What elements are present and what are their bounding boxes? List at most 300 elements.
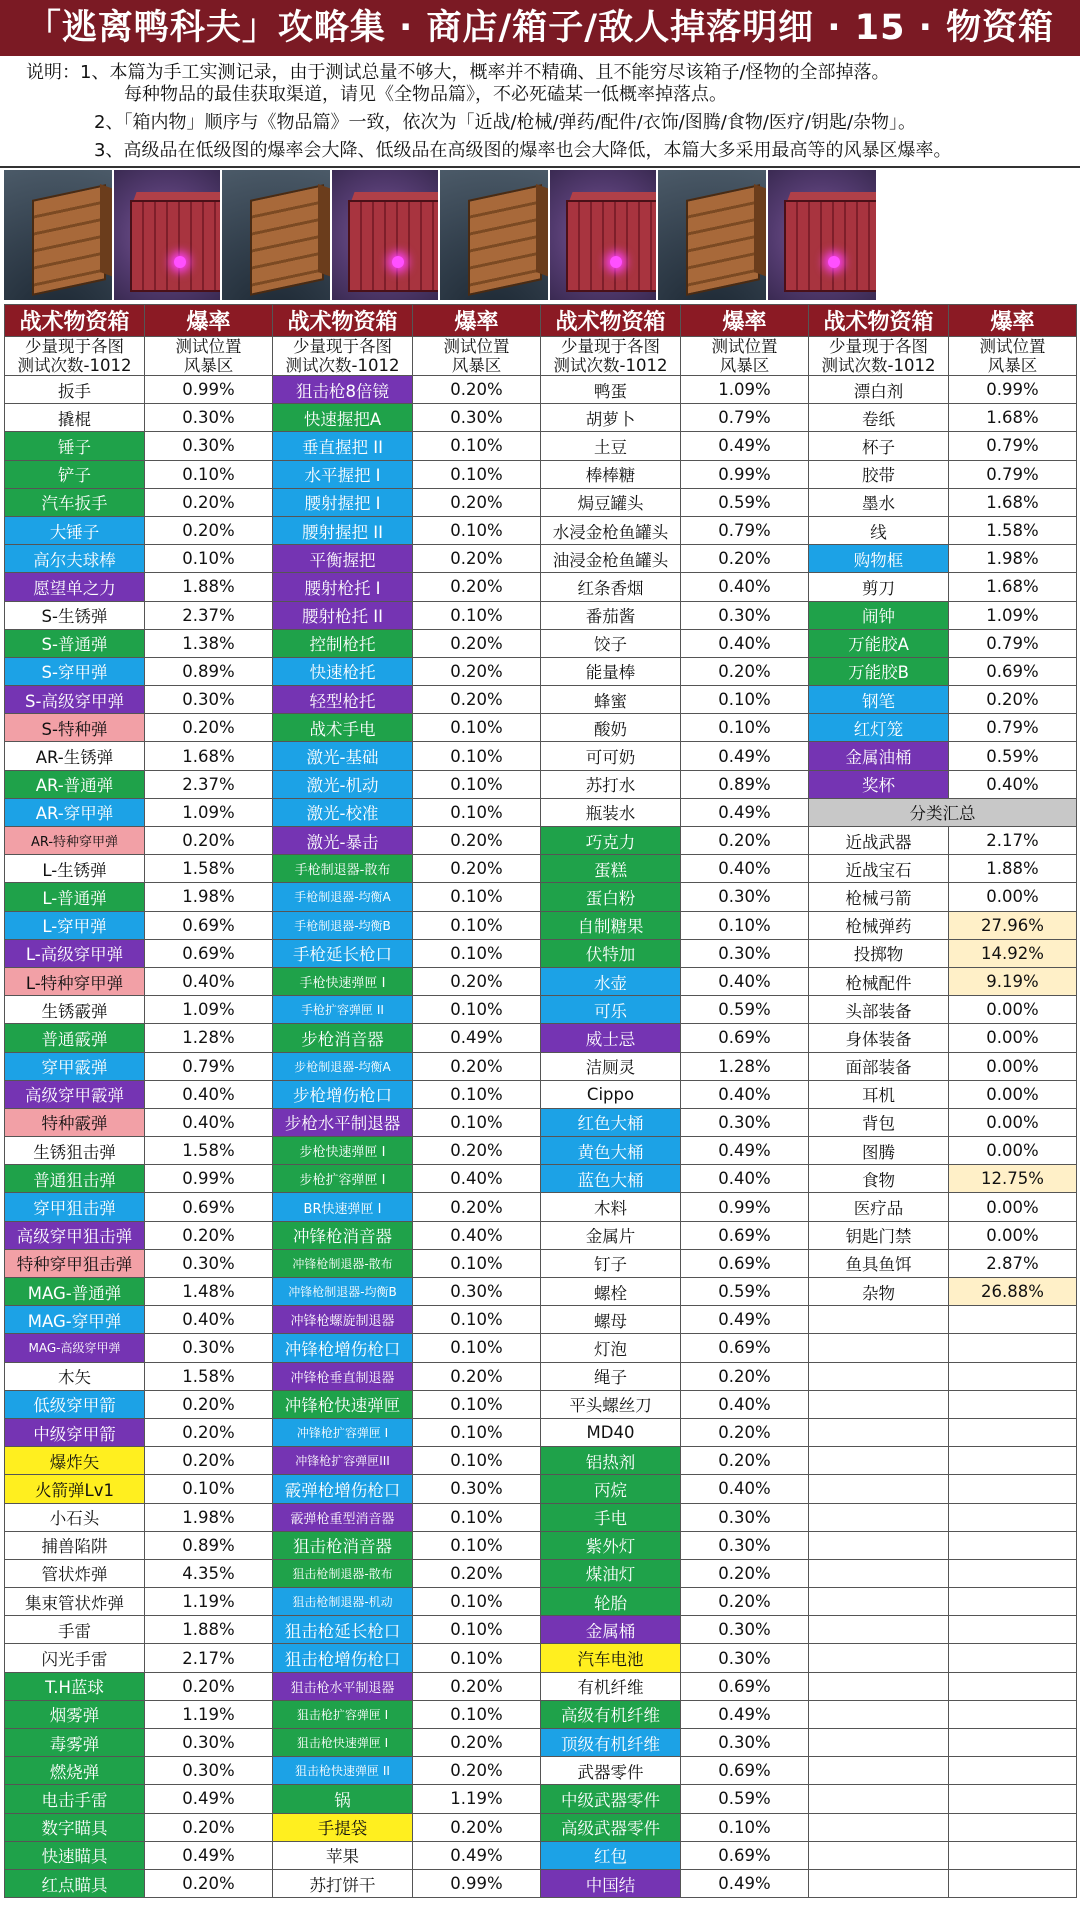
empty-cell xyxy=(809,1841,949,1869)
drop-rate: 26.88% xyxy=(949,1278,1077,1306)
empty-cell xyxy=(809,1588,949,1616)
empty-cell xyxy=(809,1616,949,1644)
column-header-item: 战术物资箱 xyxy=(809,305,949,337)
drop-rate: 0.99% xyxy=(413,1869,541,1897)
item-name: 狙击枪快速弹匣 II xyxy=(273,1757,413,1785)
item-name: AR-生锈弹 xyxy=(5,742,145,770)
subheader-location-label: 测试位置 xyxy=(443,337,510,356)
subheader-test-count: 测试次数-1012 xyxy=(821,356,936,375)
table-row xyxy=(5,1644,1077,1672)
drop-rate: 2.17% xyxy=(949,827,1077,855)
drop-rate: 0.10% xyxy=(681,1813,809,1841)
table-row xyxy=(5,1278,1077,1306)
drop-rate: 0.49% xyxy=(681,742,809,770)
item-name: 手枪制退器-均衡B xyxy=(273,911,413,939)
drop-rate: 0.20% xyxy=(413,1559,541,1587)
item-name: 枪械弓箭 xyxy=(809,883,949,911)
drop-rate: 4.35% xyxy=(145,1559,273,1587)
drop-rate: 0.20% xyxy=(413,629,541,657)
empty-cell xyxy=(949,1559,1077,1587)
drop-rate: 0.00% xyxy=(949,1108,1077,1136)
empty-cell xyxy=(809,1559,949,1587)
item-name: 电击手雷 xyxy=(5,1785,145,1813)
item-name: AR-特种穿甲弹 xyxy=(5,827,145,855)
drop-rate: 0.79% xyxy=(949,432,1077,460)
table-row xyxy=(5,686,1077,714)
item-name: 垂直握把 II xyxy=(273,432,413,460)
drop-rate: 0.10% xyxy=(413,1080,541,1108)
item-name: MAG-高级穿甲弹 xyxy=(5,1334,145,1362)
item-name: 冲锋枪垂直制退器 xyxy=(273,1362,413,1390)
item-name: 高级穿甲狙击弹 xyxy=(5,1221,145,1249)
drop-rate: 0.00% xyxy=(949,1080,1077,1108)
item-name: 红灯笼 xyxy=(809,714,949,742)
item-name: 苹果 xyxy=(273,1841,413,1869)
item-name: 中级武器零件 xyxy=(541,1785,681,1813)
item-name: 黄色大桶 xyxy=(541,1137,681,1165)
item-name: 蛋白粉 xyxy=(541,883,681,911)
item-name: 顶级有机纤维 xyxy=(541,1729,681,1757)
item-name: 大锤子 xyxy=(5,516,145,544)
drop-rate: 0.69% xyxy=(681,1334,809,1362)
column-header-item: 战术物资箱 xyxy=(541,305,681,337)
item-name: 扳手 xyxy=(5,376,145,404)
drop-rate: 0.40% xyxy=(145,967,273,995)
item-name: 杂物 xyxy=(809,1278,949,1306)
note-line-2: 每种物品的最佳获取渠道，请见《全物品篇》，不必死磕某一低概率掉落点。 xyxy=(124,84,727,105)
drop-rate: 2.87% xyxy=(949,1249,1077,1277)
drop-rate: 0.30% xyxy=(145,1334,273,1362)
drop-rate: 0.10% xyxy=(413,996,541,1024)
drop-rate: 1.68% xyxy=(949,404,1077,432)
drop-rate: 0.20% xyxy=(145,1447,273,1475)
empty-cell xyxy=(949,1757,1077,1785)
table-row xyxy=(5,911,1077,939)
item-name: 番茄酱 xyxy=(541,601,681,629)
note-line-1: 说明：1、本篇为手工实测记录，由于测试总量不够大，概率并不精确、且不能穷尽该箱子/怪物的全部掉落。 xyxy=(26,62,890,83)
item-name: 红点瞄具 xyxy=(5,1869,145,1897)
empty-cell xyxy=(949,1362,1077,1390)
drop-rate: 1.98% xyxy=(145,1503,273,1531)
item-name: 高尔夫球棒 xyxy=(5,545,145,573)
drop-rate: 0.10% xyxy=(681,714,809,742)
drop-rate: 0.30% xyxy=(681,601,809,629)
item-name: 霰弹枪增伤枪口 xyxy=(273,1475,413,1503)
drop-rate: 1.58% xyxy=(145,1137,273,1165)
item-name: 苏打水 xyxy=(541,770,681,798)
drop-rate: 0.00% xyxy=(949,1024,1077,1052)
drop-rate: 0.10% xyxy=(681,911,809,939)
drop-rate: 0.00% xyxy=(949,1052,1077,1080)
item-name: 蜂蜜 xyxy=(541,686,681,714)
drop-rate: 0.59% xyxy=(681,996,809,1024)
empty-cell xyxy=(809,1503,949,1531)
item-name: 集束管状炸弹 xyxy=(5,1588,145,1616)
subheader-location: 风暴区 xyxy=(183,356,234,375)
empty-cell xyxy=(949,1334,1077,1362)
item-name: MAG-普通弹 xyxy=(5,1278,145,1306)
item-name: 木矢 xyxy=(5,1362,145,1390)
item-name: 汽车扳手 xyxy=(5,488,145,516)
table-row xyxy=(5,798,1077,826)
table-row xyxy=(5,770,1077,798)
drop-rate: 0.20% xyxy=(145,1390,273,1418)
drop-rate: 0.99% xyxy=(145,1165,273,1193)
item-name: 高级武器零件 xyxy=(541,1813,681,1841)
item-name: 撬棍 xyxy=(5,404,145,432)
drop-rate: 12.75% xyxy=(949,1165,1077,1193)
table-row xyxy=(5,1137,1077,1165)
item-name: 漂白剂 xyxy=(809,376,949,404)
empty-cell xyxy=(949,1390,1077,1418)
drop-rate: 1.98% xyxy=(145,883,273,911)
table-row xyxy=(5,1813,1077,1841)
item-name: 愿望单之力 xyxy=(5,573,145,601)
drop-rate: 0.00% xyxy=(949,1193,1077,1221)
drop-rate: 0.49% xyxy=(681,1137,809,1165)
item-name: 伏特加 xyxy=(541,939,681,967)
item-name: 数字瞄具 xyxy=(5,1813,145,1841)
item-name: 投掷物 xyxy=(809,939,949,967)
drop-rate: 0.40% xyxy=(681,1165,809,1193)
item-name: 激光-机动 xyxy=(273,770,413,798)
table-row xyxy=(5,1475,1077,1503)
column-header-rate: 爆率 xyxy=(681,305,809,337)
drop-rate: 0.30% xyxy=(145,1757,273,1785)
item-name: 烟雾弹 xyxy=(5,1700,145,1728)
column-header-item: 战术物资箱 xyxy=(273,305,413,337)
table-row xyxy=(5,1193,1077,1221)
drop-rate: 0.49% xyxy=(681,1700,809,1728)
item-name: 手雷 xyxy=(5,1616,145,1644)
drop-rate: 1.09% xyxy=(681,376,809,404)
drop-rate: 0.10% xyxy=(413,1531,541,1559)
drop-rate: 0.00% xyxy=(949,1137,1077,1165)
item-name: 购物框 xyxy=(809,545,949,573)
drop-rate: 0.10% xyxy=(413,1108,541,1136)
item-name: 毒雾弹 xyxy=(5,1729,145,1757)
item-name: L-特种穿甲弹 xyxy=(5,967,145,995)
empty-cell xyxy=(809,1672,949,1700)
supply-box-image xyxy=(550,170,656,300)
item-name: 威士忌 xyxy=(541,1024,681,1052)
empty-cell xyxy=(949,1588,1077,1616)
item-name: 可可奶 xyxy=(541,742,681,770)
table-row xyxy=(5,1869,1077,1897)
item-name: 穿甲狙击弹 xyxy=(5,1193,145,1221)
empty-cell xyxy=(809,1362,949,1390)
drop-rate: 0.20% xyxy=(145,1813,273,1841)
item-name: 耳机 xyxy=(809,1080,949,1108)
empty-cell xyxy=(809,1306,949,1334)
drop-rate: 0.00% xyxy=(949,883,1077,911)
subheader-location: 风暴区 xyxy=(987,356,1038,375)
item-name: 巧克力 xyxy=(541,827,681,855)
item-name: 水平握把 I xyxy=(273,460,413,488)
table-row xyxy=(5,1672,1077,1700)
empty-cell xyxy=(949,1869,1077,1897)
drop-rate: 0.20% xyxy=(413,573,541,601)
drop-rate: 0.10% xyxy=(413,516,541,544)
table-row xyxy=(5,488,1077,516)
drop-rate: 0.30% xyxy=(681,939,809,967)
subheader-item xyxy=(809,337,949,376)
drop-rate: 0.30% xyxy=(145,1249,273,1277)
item-name: 万能胶B xyxy=(809,657,949,685)
drop-rate: 0.20% xyxy=(413,1672,541,1700)
empty-cell xyxy=(949,1531,1077,1559)
drop-rate: 0.89% xyxy=(145,657,273,685)
item-name: 特种穿甲狙击弹 xyxy=(5,1249,145,1277)
item-name: 绳子 xyxy=(541,1362,681,1390)
drop-rate: 0.79% xyxy=(949,629,1077,657)
table-row xyxy=(5,1418,1077,1446)
item-name: 鸭蛋 xyxy=(541,376,681,404)
drop-rate: 1.68% xyxy=(949,573,1077,601)
drop-rate: 0.69% xyxy=(681,1221,809,1249)
drop-rate: 0.79% xyxy=(145,1052,273,1080)
empty-cell xyxy=(949,1616,1077,1644)
item-name: L-穿甲弹 xyxy=(5,911,145,939)
drop-rate: 0.69% xyxy=(681,1249,809,1277)
drop-rate: 0.10% xyxy=(413,601,541,629)
drop-rate: 0.40% xyxy=(949,770,1077,798)
drop-rate: 0.79% xyxy=(681,404,809,432)
table-row xyxy=(5,1700,1077,1728)
item-name: S-穿甲弹 xyxy=(5,657,145,685)
drop-rate: 0.30% xyxy=(681,1503,809,1531)
item-name: 手枪扩容弹匣 II xyxy=(273,996,413,1024)
table-row xyxy=(5,1447,1077,1475)
item-name: 燃烧弹 xyxy=(5,1757,145,1785)
item-name: 冲锋枪制退器-散布 xyxy=(273,1249,413,1277)
drop-rate: 0.40% xyxy=(681,967,809,995)
drop-rate: 0.40% xyxy=(681,573,809,601)
drop-rate: 1.48% xyxy=(145,1278,273,1306)
empty-cell xyxy=(809,1418,949,1446)
drop-rate: 0.69% xyxy=(681,1757,809,1785)
drop-rate: 0.99% xyxy=(681,1193,809,1221)
table-row xyxy=(5,601,1077,629)
page-title: 「逃离鸭科夫」攻略集 · 商店/箱子/敌人掉落明细 · 15 · 物资箱 xyxy=(0,0,1080,56)
drop-rate: 0.49% xyxy=(413,1024,541,1052)
item-name: 背包 xyxy=(809,1108,949,1136)
item-name: 狙击枪延长枪口 xyxy=(273,1616,413,1644)
crate-image xyxy=(4,170,112,300)
item-name: 冲锋枪增伤枪口 xyxy=(273,1334,413,1362)
drop-rate: 0.10% xyxy=(413,1249,541,1277)
empty-cell xyxy=(949,1841,1077,1869)
drop-rate: 0.30% xyxy=(681,883,809,911)
item-name: 丙烷 xyxy=(541,1475,681,1503)
empty-cell xyxy=(949,1306,1077,1334)
item-name: 狙击枪扩容弹匣 I xyxy=(273,1700,413,1728)
drop-rate: 0.10% xyxy=(413,1390,541,1418)
drop-rate: 0.20% xyxy=(949,686,1077,714)
item-name: 面部装备 xyxy=(809,1052,949,1080)
drop-rate: 1.98% xyxy=(949,545,1077,573)
drop-rate: 0.30% xyxy=(681,1729,809,1757)
drop-rate: 0.20% xyxy=(145,714,273,742)
item-name: 钥匙门禁 xyxy=(809,1221,949,1249)
table-row xyxy=(5,1024,1077,1052)
drop-rate: 0.10% xyxy=(413,883,541,911)
drop-rate: 0.20% xyxy=(681,1559,809,1587)
item-name: 手枪快速弹匣 I xyxy=(273,967,413,995)
item-name: AR-普通弹 xyxy=(5,770,145,798)
drop-rate: 0.69% xyxy=(681,1672,809,1700)
item-name: 红条香烟 xyxy=(541,573,681,601)
notes-section xyxy=(0,56,1080,168)
drop-rate: 0.10% xyxy=(413,1588,541,1616)
drop-rate: 0.49% xyxy=(145,1841,273,1869)
empty-cell xyxy=(949,1785,1077,1813)
item-name: 螺栓 xyxy=(541,1278,681,1306)
item-name: 步枪扩容弹匣 I xyxy=(273,1165,413,1193)
drop-rate: 0.20% xyxy=(413,376,541,404)
item-name: 焗豆罐头 xyxy=(541,488,681,516)
drop-rate: 0.20% xyxy=(681,545,809,573)
item-name: 棒棒糖 xyxy=(541,460,681,488)
subheader-item xyxy=(5,337,145,376)
item-name: 饺子 xyxy=(541,629,681,657)
drop-rate: 0.10% xyxy=(413,742,541,770)
drop-rate: 1.28% xyxy=(145,1024,273,1052)
item-name: 金属片 xyxy=(541,1221,681,1249)
table-row xyxy=(5,1052,1077,1080)
table-row xyxy=(5,404,1077,432)
item-name: 步枪快速弹匣 I xyxy=(273,1137,413,1165)
drop-rate: 0.20% xyxy=(413,686,541,714)
drop-rate: 0.10% xyxy=(413,714,541,742)
item-name: 狙击枪增伤枪口 xyxy=(273,1644,413,1672)
item-name: 头部装备 xyxy=(809,996,949,1024)
drop-rate: 0.10% xyxy=(681,686,809,714)
table-row xyxy=(5,1165,1077,1193)
drop-rate: 0.20% xyxy=(413,488,541,516)
item-name: 激光-校准 xyxy=(273,798,413,826)
drop-rate: 0.40% xyxy=(145,1306,273,1334)
item-name: 苏打饼干 xyxy=(273,1869,413,1897)
drop-rate: 0.20% xyxy=(413,1137,541,1165)
drop-rate: 0.20% xyxy=(413,1362,541,1390)
drop-rate: 0.40% xyxy=(413,1221,541,1249)
drop-rate: 0.99% xyxy=(949,376,1077,404)
drop-rate: 0.10% xyxy=(413,432,541,460)
item-name: 紫外灯 xyxy=(541,1531,681,1559)
drop-rate: 0.10% xyxy=(413,798,541,826)
table-row xyxy=(5,939,1077,967)
item-name: 能量棒 xyxy=(541,657,681,685)
drop-rate: 0.30% xyxy=(681,1531,809,1559)
item-name: 狙击枪水平制退器 xyxy=(273,1672,413,1700)
item-name: 闹钟 xyxy=(809,601,949,629)
item-name: 钢笔 xyxy=(809,686,949,714)
drop-rate: 1.88% xyxy=(145,1616,273,1644)
empty-cell xyxy=(809,1334,949,1362)
column-header-rate: 爆率 xyxy=(413,305,541,337)
table-row xyxy=(5,545,1077,573)
table-row xyxy=(5,376,1077,404)
subheader-location: 风暴区 xyxy=(719,356,770,375)
table-row xyxy=(5,967,1077,995)
item-name: 手提袋 xyxy=(273,1813,413,1841)
note-line-3: 2、「箱内物」顺序与《物品篇》一致，依次为「近战/枪械/弹药/配件/衣饰/图腾/食物/医疗/钥匙/杂物」。 xyxy=(94,112,917,133)
drop-rate: 0.79% xyxy=(681,516,809,544)
item-name: 自制糖果 xyxy=(541,911,681,939)
item-name: 水壶 xyxy=(541,967,681,995)
item-name: 狙击枪制退器-散布 xyxy=(273,1559,413,1587)
drop-rate: 0.40% xyxy=(145,1080,273,1108)
drop-rate: 0.10% xyxy=(413,460,541,488)
drop-rate: 0.49% xyxy=(413,1841,541,1869)
table-row xyxy=(5,1785,1077,1813)
drop-rate: 0.49% xyxy=(681,798,809,826)
item-name: 轻型枪托 xyxy=(273,686,413,714)
category-summary-header: 分类汇总 xyxy=(809,798,1077,826)
supply-box-image xyxy=(768,170,876,300)
subheader-test-count: 测试次数-1012 xyxy=(553,356,668,375)
item-name: 汽车电池 xyxy=(541,1644,681,1672)
drop-rate: 0.69% xyxy=(681,1024,809,1052)
table-row xyxy=(5,1757,1077,1785)
drop-rate: 0.49% xyxy=(681,1306,809,1334)
subheader-location-label: 测试位置 xyxy=(711,337,778,356)
item-name: 墨水 xyxy=(809,488,949,516)
item-name: 蛋糕 xyxy=(541,855,681,883)
item-name: 快速握把A xyxy=(273,404,413,432)
supply-box-image xyxy=(114,170,220,300)
drop-rate: 0.10% xyxy=(413,1700,541,1728)
item-name: 手枪制退器-散布 xyxy=(273,855,413,883)
item-name: 狙击枪消音器 xyxy=(273,1531,413,1559)
drop-rate: 0.59% xyxy=(681,1278,809,1306)
item-name: 图腾 xyxy=(809,1137,949,1165)
item-name: 腰射握把 I xyxy=(273,488,413,516)
drop-rate: 1.68% xyxy=(949,488,1077,516)
item-name: 普通狙击弹 xyxy=(5,1165,145,1193)
drop-rate: 0.10% xyxy=(413,911,541,939)
item-name: 金属桶 xyxy=(541,1616,681,1644)
item-name: S-生锈弹 xyxy=(5,601,145,629)
item-name: 生锈霰弹 xyxy=(5,996,145,1024)
item-name: 近战宝石 xyxy=(809,855,949,883)
item-name: 灯泡 xyxy=(541,1334,681,1362)
item-name: 水浸金枪鱼罐头 xyxy=(541,516,681,544)
table-row xyxy=(5,516,1077,544)
drop-rate: 0.10% xyxy=(413,1503,541,1531)
table-row xyxy=(5,1108,1077,1136)
drop-rate: 0.00% xyxy=(949,1221,1077,1249)
drop-rate: 0.30% xyxy=(681,1108,809,1136)
drop-rate: 0.99% xyxy=(681,460,809,488)
item-name: 蓝色大桶 xyxy=(541,1165,681,1193)
drop-rate: 1.09% xyxy=(145,996,273,1024)
item-name: 平衡握把 xyxy=(273,545,413,573)
subheader-location-label: 测试位置 xyxy=(979,337,1046,356)
drop-rate: 14.92% xyxy=(949,939,1077,967)
drop-rate: 1.58% xyxy=(949,516,1077,544)
item-name: 酸奶 xyxy=(541,714,681,742)
drop-rate: 0.00% xyxy=(949,996,1077,1024)
item-name: 轮胎 xyxy=(541,1588,681,1616)
item-name: T.H蓝球 xyxy=(5,1672,145,1700)
drop-rate: 0.59% xyxy=(949,742,1077,770)
drop-rate: 0.30% xyxy=(681,1616,809,1644)
item-name: L-普通弹 xyxy=(5,883,145,911)
table-row xyxy=(5,1559,1077,1587)
item-name: 冲锋枪制退器-均衡B xyxy=(273,1278,413,1306)
